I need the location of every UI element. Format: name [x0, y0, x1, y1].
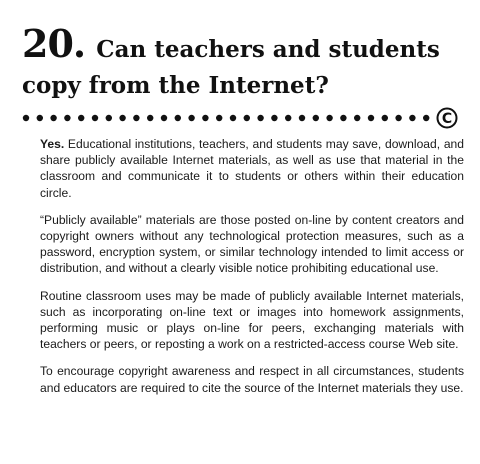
paragraph-1 — [40, 136, 464, 201]
divider-dot — [23, 115, 29, 121]
divider-dot — [202, 115, 208, 121]
divider-dot — [216, 115, 222, 121]
answer-body — [40, 136, 464, 407]
paragraph-text: To encourage copyright awareness and respect in all circumstances, students and educators are required to cite the source of the Internet materials they use. — [40, 364, 464, 395]
divider-dot — [50, 115, 56, 121]
divider-dot — [64, 115, 70, 121]
paragraph-3 — [40, 288, 464, 353]
divider-dot — [299, 115, 305, 121]
divider-dot — [78, 115, 84, 121]
divider-dot — [257, 115, 263, 121]
divider-dot — [188, 115, 194, 121]
question-number: 20. — [22, 21, 86, 66]
divider-dot — [92, 115, 98, 121]
divider-dot — [271, 115, 277, 121]
divider-dot — [313, 115, 319, 121]
dotted-divider — [22, 106, 460, 130]
divider-dot — [230, 115, 236, 121]
paragraph-lead: Yes. — [40, 137, 65, 151]
divider-dot — [423, 115, 429, 121]
divider-dot — [133, 115, 139, 121]
paragraph-4 — [40, 363, 464, 395]
question-title: Can teachers and students copy from the Internet? — [22, 36, 440, 99]
divider-dot — [326, 115, 332, 121]
copyright-icon — [438, 109, 457, 128]
divider-dot — [119, 115, 125, 121]
paragraph-text: “Publicly available” materials are those posted on-line by content creators and copyright owners without any technological protection measures, such as a password, encryption system, or similar technology intended to limit access or distribution, and without a clearly visible notice prohibiting educational use. — [40, 212, 464, 276]
question-heading — [22, 21, 462, 102]
divider-dot — [285, 115, 291, 121]
divider-dot — [368, 115, 374, 121]
divider-dot — [106, 115, 112, 121]
divider-dot — [409, 115, 415, 121]
paragraph-text: Educational institutions, teachers, and students may save, download, and share publicly available Internet materials, as well as use that material in the classroom and communicate it to students or others within their education circle. — [40, 137, 464, 200]
copyright-symbol: C — [441, 111, 453, 127]
paragraph-2 — [40, 212, 464, 277]
divider-dot — [244, 115, 250, 121]
divider-dot — [175, 115, 181, 121]
divider-dots — [23, 115, 430, 121]
paragraph-text: Routine classroom uses may be made of publicly available Internet materials, such as incorporating on-line text or images into homework assignments, performing music or plays on-line for peers, exchanging materials with teachers or peers, or reposting a work on a restricted-access course Web site. — [40, 288, 464, 352]
divider-dot — [395, 115, 401, 121]
divider-dot — [161, 115, 167, 121]
divider-dot — [147, 115, 153, 121]
divider-dot — [340, 115, 346, 121]
divider-dot — [382, 115, 388, 121]
divider-dot — [37, 115, 43, 121]
divider-dot — [354, 115, 360, 121]
